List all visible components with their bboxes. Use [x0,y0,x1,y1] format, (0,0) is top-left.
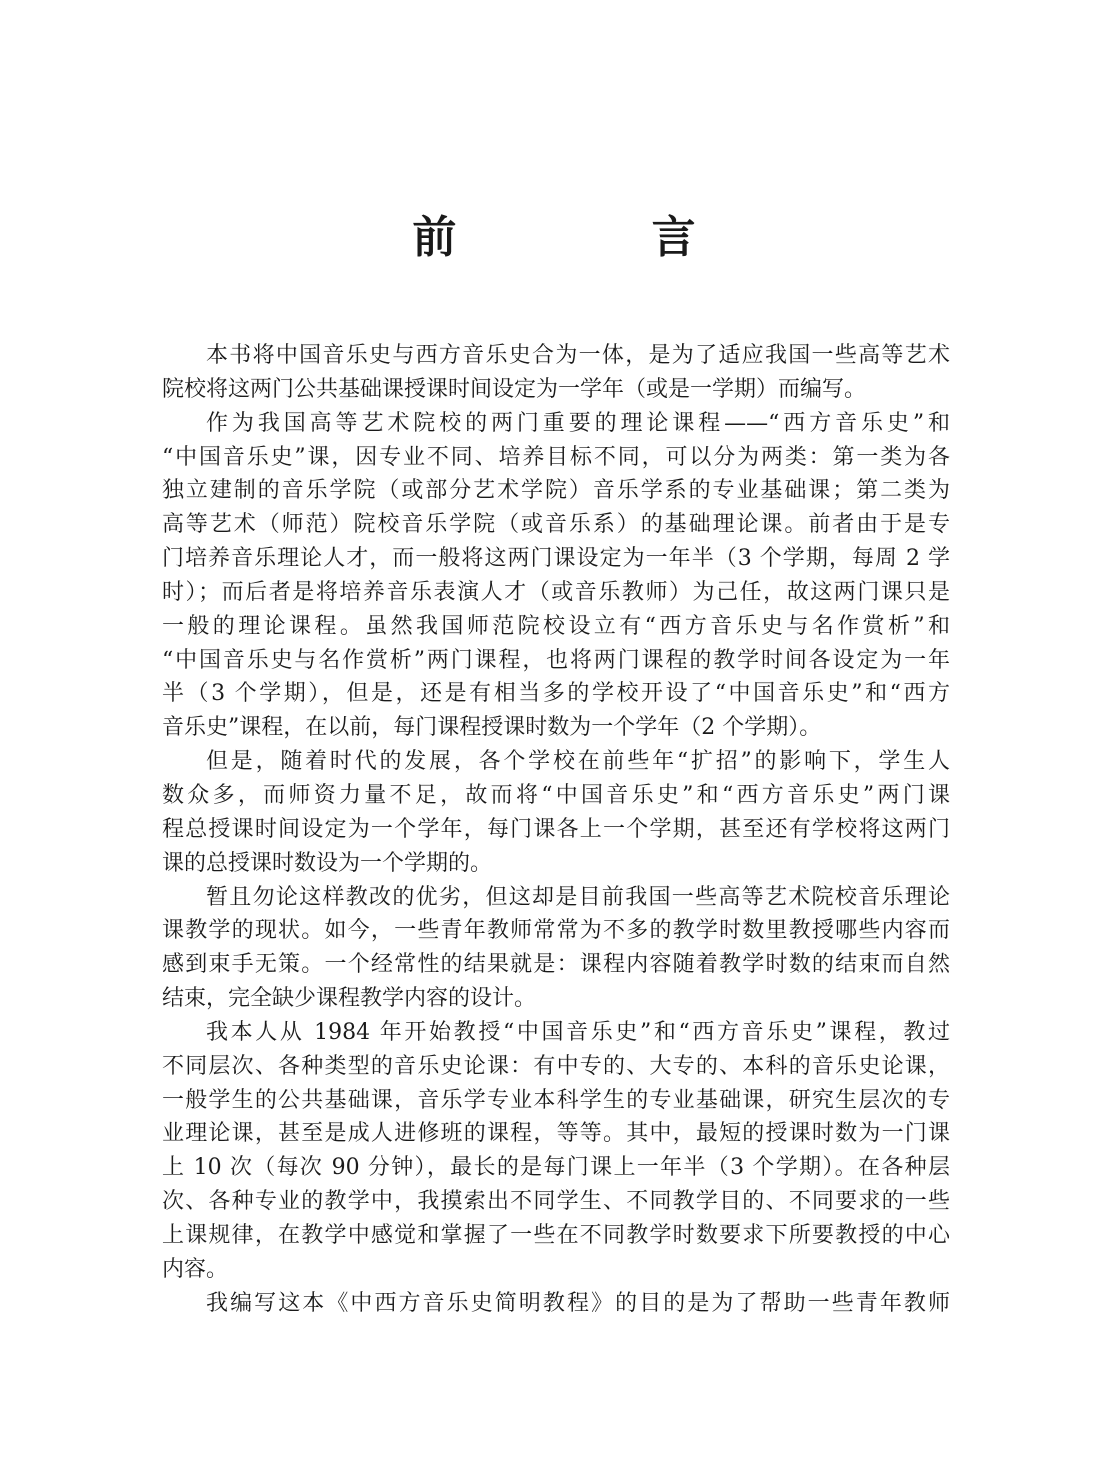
preface-body [162,339,950,1320]
paragraph [162,1016,950,1287]
text-line: 感到束手无策。一个经常性的结果就是：课程内容随着教学时数的结束而自然 [162,952,950,978]
text-line: 一般学生的公共基础课，音乐学专业本科学生的专业基础课，研究生层次的专 [162,1087,950,1113]
text-line: 课教学的现状。如今，一些青年教师常常为不多的教学时数里教授哪些内容而 [162,918,950,944]
text-line: 次、各种专业的教学中，我摸索出不同学生、不同教学目的、不同要求的一些 [162,1189,950,1215]
text-line: 程总授课时间设定为一个学年，每门课各上一个学期，甚至还有学校将这两门 [162,816,950,842]
text-line: 音乐史”课程，在以前，每门课程授课时数为一个学年（2 个学期）。 [162,715,822,741]
text-line: 本书将中国音乐史与西方音乐史合为一体，是为了适应我国一些高等艺术 [206,343,950,368]
text-line: 内容。 [162,1256,229,1282]
text-line: 不同层次、各种类型的音乐史论课：有中专的、大专的、本科的音乐史论课， [162,1053,950,1079]
text-line: 门培养音乐理论人才，而一般将这两门课设定为一年半（3 个学期，每周 2 学 [162,546,950,572]
text-line: 半（3 个学期），但是，还是有相当多的学校开设了“中国音乐史”和“西方 [162,681,950,707]
text-line: 院校将这两门公共基础课授课时间设定为一学年（或是一学期）而编写。 [162,376,867,402]
paragraph [162,745,950,880]
text-line: 上课规律，在教学中感觉和掌握了一些在不同教学时数要求下所要教授的中心 [162,1222,950,1248]
text-line: 课的总授课时数设为一个学期的。 [162,850,493,876]
text-line: 我编写这本《中西方音乐史简明教程》的目的是为了帮助一些青年教师 [206,1290,950,1316]
text-line: 时）；而后者是将培养音乐表演人才（或音乐教师）为己任，故这两门课只是 [162,579,950,605]
text-line: 结束，完全缺少课程教学内容的设计。 [162,986,537,1012]
text-line: 独立建制的音乐学院（或部分艺术学院）音乐学系的专业基础课；第二类为 [162,478,950,504]
paragraph [162,881,950,1016]
text-line: 我本人从 1984 年开始教授“中国音乐史”和“西方音乐史”课程，教过 [206,1019,950,1045]
paragraph [162,1287,950,1321]
paragraph [162,407,950,745]
text-line: 高等艺术（师范）院校音乐学院（或音乐系）的基础理论课。前者由于是专 [162,512,950,538]
text-line: 作为我国高等艺术院校的两门重要的理论课程——“西方音乐史”和 [206,410,950,436]
text-line: 暂且勿论这样教改的优劣，但这却是目前我国一些高等艺术院校音乐理论 [206,884,950,910]
paragraph [162,339,950,407]
text-line: 但是，随着时代的发展，各个学校在前些年“扩招”的影响下，学生人 [206,749,950,775]
text-line: 数众多，而师资力量不足，故而将“中国音乐史”和“西方音乐史”两门课 [162,782,950,808]
page-title: 前 言 [412,212,786,263]
text-line: 业理论课，甚至是成人进修班的课程，等等。其中，最短的授课时数为一门课 [162,1121,950,1147]
text-line: “中国音乐史”课，因专业不同、培养目标不同，可以分为两类：第一类为各 [162,444,950,470]
text-line: 一般的理论课程。虽然我国师范院校设立有“西方音乐史与名作赏析”和 [162,613,950,639]
text-line: “中国音乐史与名作赏析”两门课程，也将两门课程的教学时间各设定为一年 [162,647,950,673]
text-line: 上 10 次（每次 90 分钟），最长的是每门课上一年半（3 个学期）。在各种层 [162,1155,950,1181]
